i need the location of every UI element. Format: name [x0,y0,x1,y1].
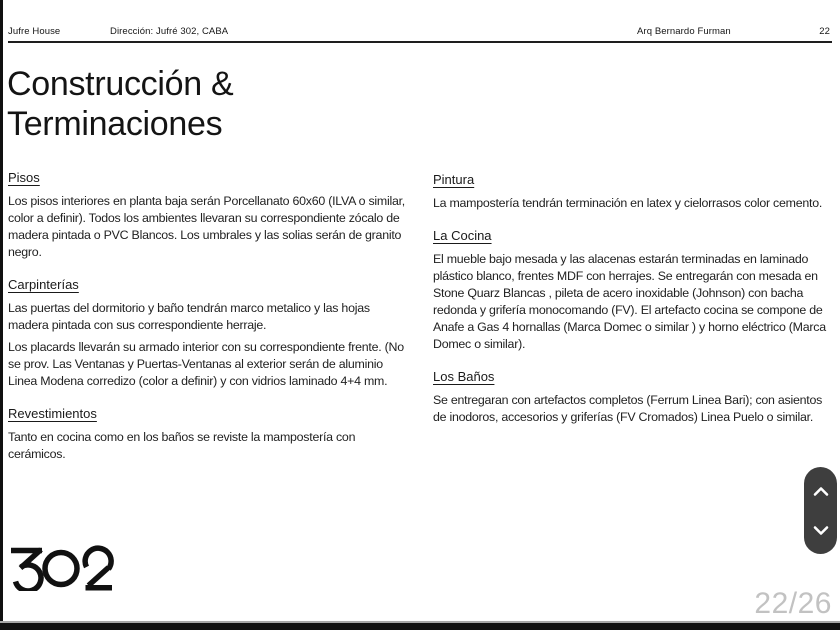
section-pisos [8,170,407,261]
header-project-name: Jufre House [8,26,61,37]
section-paragraph: Se entregaran con artefactos completos (Ferrum Linea Bari); con asientos de inodoros, accesorios y griferías (FV Cromados) Linea Puelo o similar. [433,393,823,424]
section-heading: Carpinterías [8,277,79,292]
nav-up-button[interactable] [804,479,837,503]
section-heading: Revestimientos [8,406,97,421]
column-left [8,170,407,479]
frame-left-edge [0,0,3,630]
section-paragraph: Las puertas del dormitorio y baño tendrán marco metalico y las hojas madera pintada con sus correspondiente herraje. [8,301,370,332]
page-title-line1: Construcción & [7,65,234,103]
section-paragraph: La mampostería tendrán terminación en latex y cielorrasos color cemento. [433,196,823,210]
column-right [433,172,832,442]
section-paragraph: Tanto en cocina como en los baños se reviste la mampostería con cerámicos. [8,430,356,461]
page-nav-pill [804,467,837,554]
section-paragraph: El mueble bajo mesada y las alacenas estarán terminadas en laminado plástico blanco, frentes MDF con herrajes. Se entregarán con mesada en Stone Quarz Blancas , pileta de acero inoxidable (Johnson) con bacha redonda y grifería monocomando (FV). El artefacto cocina se compone de Anafe a Gas 4 hornallas (Marca Domec o similar ) y horno eléctrico (Marca Domec o similar). [433,252,826,351]
section-heading: La Cocina [433,228,492,243]
logo-302-glyphs [8,545,114,591]
section-paragraph: Los placards llevarán su armado interior con su correspondiente frente. (No se prov. Las Ventanas y Puertas-Ventanas al exterior serán de aluminio Linea Modena corredizo (color a definir) y con vidrios laminado 4+4 mm. [8,340,404,388]
section-heading: Los Baños [433,369,495,384]
page-counter: 22/26 [754,587,832,620]
section-pintura [433,172,832,212]
chevron-down-icon [812,525,830,536]
header-divider [8,41,832,43]
section-los-banos [433,369,832,426]
logo-302 [8,545,114,591]
header-page-number: 22 [819,26,830,37]
section-revestimientos [8,406,407,463]
section-heading: Pintura [433,172,475,187]
section-heading: Pisos [8,170,40,185]
nav-down-button[interactable] [804,518,837,542]
section-la-cocina [433,228,832,353]
header-address: Dirección: Jufré 302, CABA [110,26,229,37]
frame-bottom-edge [0,621,840,630]
page-title [7,64,233,144]
chevron-up-icon [812,486,830,497]
header-architect: Arq Bernardo Furman [637,26,731,37]
page-title-line2: Terminaciones [7,105,223,143]
section-paragraph: Los pisos interiores en planta baja serán Porcellanato 60x60 (ILVA o similar, color a definir). Todos los ambientes llevaran su correspondiente zócalo de madera pintada o PVC Blancos. Los umbrales y las solias serán de granito negro. [8,194,405,259]
section-carpinterias [8,277,407,390]
